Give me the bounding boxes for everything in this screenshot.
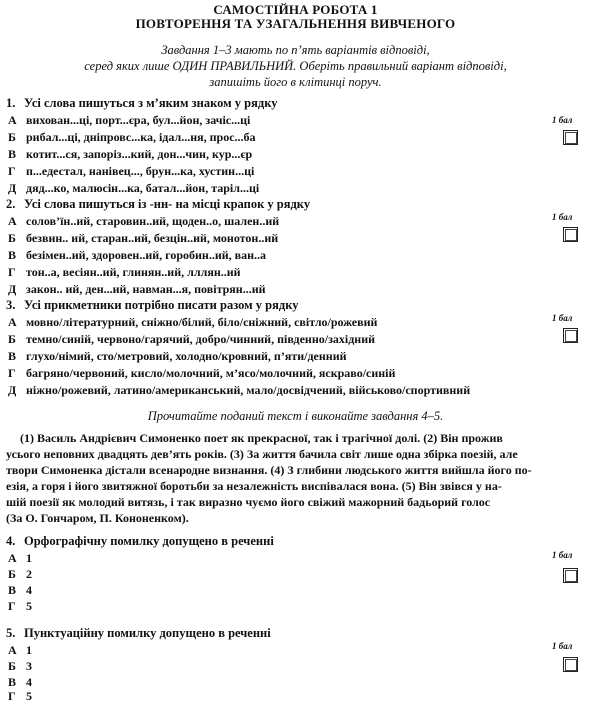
question-1-score: 1 бал <box>552 115 573 125</box>
question-3-option-e: Д ніжно/рожевий, латино/американський, мало/досвідчений, військово/спортивний <box>8 383 471 397</box>
question-4-score: 1 бал <box>552 550 573 560</box>
question-2-option-c: В безімен..ий, здоровен..ий, горобин..ий, ван..а <box>8 248 267 262</box>
question-5-option-c: В 4 <box>8 675 32 689</box>
question-number: 1. <box>6 96 16 110</box>
question-4-option-a: А 1 <box>8 551 32 565</box>
passage-line: шій поезії як молодий витязь, і так виразно чуємо його свіжий мажорний бадьорий голос <box>6 495 491 509</box>
question-2-answer-box[interactable] <box>563 227 578 242</box>
question-5-prompt: 5. Пунктуаційну помилку допущено в реченні <box>6 626 271 640</box>
question-5-score: 1 бал <box>552 641 573 651</box>
question-3-option-d: Г багряно/червоний, кисло/молочний, м’ясо/молочний, яскраво/синій <box>8 366 396 380</box>
worksheet-title: САМОСТІЙНА РОБОТА 1 <box>213 2 378 17</box>
instructions-line-3: запишіть його в клітинці поруч. <box>209 75 382 89</box>
question-2-option-a: А солов’їн..ий, старовин..ий, щоден..о, шален..ий <box>8 214 280 228</box>
passage-line: усього неповних двадцять дев’ять років. (3) За життя бачила світ лише одна збірка поезій, але <box>6 447 518 461</box>
question-1-answer-box[interactable] <box>563 130 578 145</box>
question-3-answer-box[interactable] <box>563 328 578 343</box>
question-1-option-a: А вихован...ці, порт...єра, бул...йон, зачіс...ці <box>8 113 251 127</box>
instructions-line-2: серед яких лише ОДИН ПРАВИЛЬНИЙ. Оберіть правильний варіант відповіді, <box>84 59 507 73</box>
question-2-option-d: Г тон..а, весіян..ий, глинян..ий, лллян..ий <box>8 265 241 279</box>
question-5-option-b: Б 3 <box>8 659 32 673</box>
passage-line: (1) Василь Андрієвич Симоненко поет як прекрасної, так і трагічної долі. (2) Він прожив <box>20 431 503 445</box>
question-4-option-c: В 4 <box>8 583 32 597</box>
question-1-option-b: Б рибал...ці, дніпровс...ка, ідал...ня, прос...ба <box>8 130 256 144</box>
question-1-option-d: Г п...едестал, нанівец..., брун...ка, хустин...ці <box>8 164 255 178</box>
question-2-score: 1 бал <box>552 212 573 222</box>
instructions-line-1: Завдання 1–3 мають по п’ять варіантів відповіді, <box>161 43 430 57</box>
question-5-option-a: А 1 <box>8 643 32 657</box>
question-1-option-e: Д дяд...ко, малюсін...ка, батал...йон, таріл...ці <box>8 181 260 195</box>
question-2-option-e: Д закон.. ий, ден...ий, навман...я, повітрян...ий <box>8 282 266 296</box>
question-5-option-d: Г 5 <box>8 689 32 703</box>
question-3-option-c: В глухо/німий, сто/метровий, холодно/кровний, п’яти/денний <box>8 349 347 363</box>
question-2-option-b: Б безвин.. ий, старан..ий, безцін..ий, монотон..ий <box>8 231 279 245</box>
passage-line: твори Симоненка дістали всенародне визнання. (4) З глибини людського життя вийшла його по- <box>6 463 532 477</box>
question-1-option-c: В котит...ся, запоріз...кий, дон...чин, кур...єр <box>8 147 253 161</box>
question-3-option-b: Б темно/синій, червоно/гарячий, добро/чинний, південно/західний <box>8 332 376 346</box>
question-5-answer-box[interactable] <box>563 657 578 672</box>
question-3-option-a: А мовно/літературний, сніжно/білий, біло/сніжний, світло/рожевий <box>8 315 378 329</box>
passage-line: езія, а горя і його звитяжної боротьби за незалежність виспівалася вона. (5) Він звівся у на- <box>6 479 502 493</box>
question-3-score: 1 бал <box>552 313 573 323</box>
worksheet-subtitle: ПОВТОРЕННЯ ТА УЗАГАЛЬНЕННЯ ВИВЧЕНОГО <box>135 16 456 31</box>
question-text: Усі слова пишуться з м’яким знаком у рядку <box>24 96 278 110</box>
question-4-answer-box[interactable] <box>563 568 578 583</box>
reading-instructions: Прочитайте поданий текст і виконайте завдання 4–5. <box>147 409 444 423</box>
question-3-prompt: 3. Усі прикметники потрібно писати разом у рядку <box>6 298 299 312</box>
question-4-option-b: Б 2 <box>8 567 32 581</box>
question-2-prompt: 2. Усі слова пишуться із -нн- на місці крапок у рядку <box>6 197 311 211</box>
question-4-prompt: 4. Орфографічну помилку допущено в реченні <box>6 534 274 548</box>
passage-line: (За О. Гончаром, П. Кононенком). <box>6 511 189 525</box>
question-1-prompt <box>6 96 277 111</box>
reading-passage <box>6 430 584 526</box>
question-4-option-d: Г 5 <box>8 599 32 613</box>
